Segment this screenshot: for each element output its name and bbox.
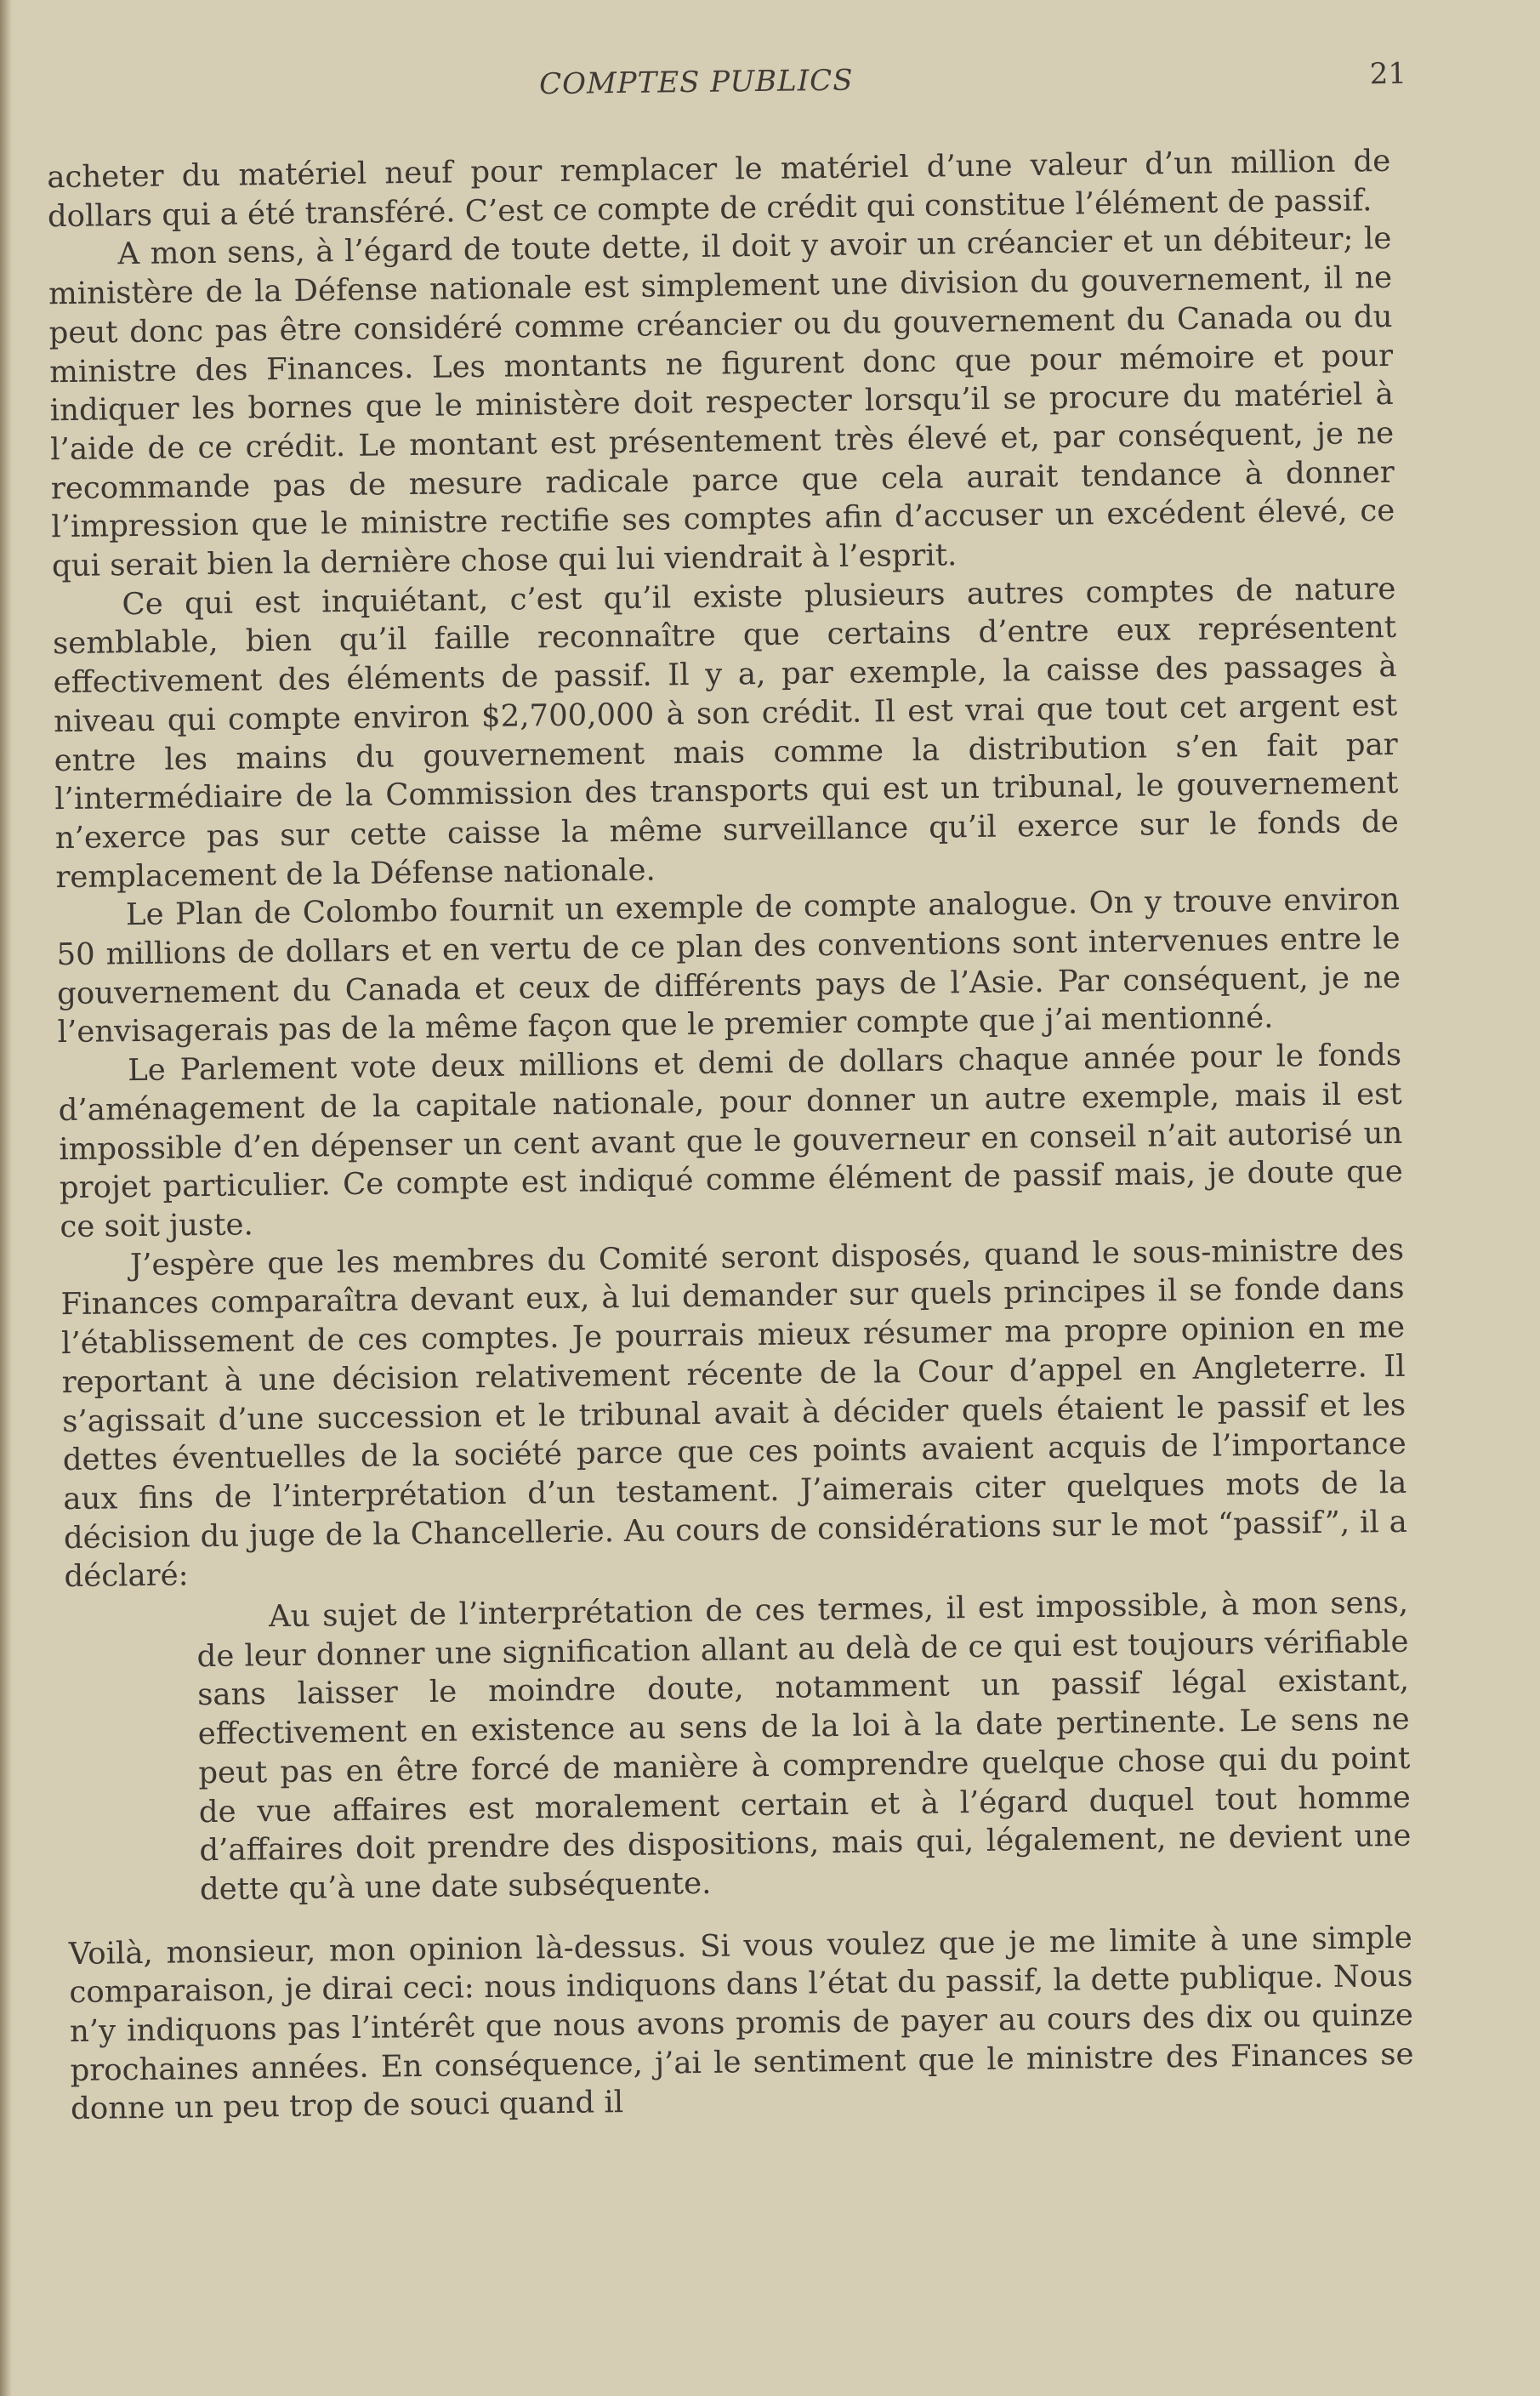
page-header	[46, 57, 1407, 125]
block-quote: Au sujet de l’interprétation de ces termes, il est impossible, à mon sens, de leur donner une signification allant au delà de ce qui est toujours vérifiable sans laisser le moindre doute, notamment un passif légal existant, effectivement en existence au sens de la loi à la date pertinente. Le sens ne peut pas en être forcé de manière à comprendre quelque chose qui du point de vue affaires est moralement certain et à l’égard duquel tout homme d’affaires doit prendre des dispositions, mais qui, légalement, ne devient une dette qu’à une date subséquente.	[196, 1585, 1412, 1908]
paragraph-4: Le Plan de Colombo fournit un exemple de compte analogue. On y trouve environ 50 millions de dollars et en vertu de ce plan des conventions sont intervenues entre le gouvernement du Canada et ceux de différents pays de l’Asie. Par conséquent, je ne l’envisagerais pas de la même façon que le premier compte que j’ai mentionné.	[56, 882, 1401, 1050]
page-number: 21	[1369, 56, 1407, 92]
paragraph-3: Ce qui est inquiétant, c’est qu’il existe plusieurs autres comptes de nature semblable, bien qu’il faille reconnaître que certains d’entre eux représentent effectivement des éléments de passif. Il y a, par exemple, la caisse des passages à niveau qui compte environ $2,700,000 à son crédit. Il est vrai que tout cet argent est entre les mains du gouvernement mais comme la distribution s’en fait par l’intermédiaire de la Commission des transports qui est un tribunal, le gouvernement n’exerce pas sur cette caisse la même surveillance qu’il exerce sur le fonds de remplacement de la Défense nationale.	[52, 571, 1400, 895]
body-text	[47, 142, 1414, 2129]
paragraph-6: J’espère que les membres du Comité seront disposés, quand le sous-ministre des Finances comparaîtra devant eux, à lui demander sur quels principes il se fonde dans l’établissement de ces comptes. Je pourrais mieux résumer ma propre opinion en me reportant à une décision relativement récente de la Cour d’appel en Angleterre. Il s’agissait d’une succession et le tribunal avait à décider quels étaient le passif et les dettes éventuelles de la société parce que ces points avaient acquis de l’importance aux fins de l’interprétation d’un testament. J’aimerais citer quelques mots de la décision du juge de la Chancellerie. Au cours de considérations sur le mot “passif”, il a déclaré:	[60, 1232, 1408, 1595]
running-head: COMPTES PUBLICS	[538, 63, 854, 102]
paragraph-5: Le Parlement vote deux millions et demi de dollars chaque année pour le fonds d’aménagement de la capitale nationale, pour donner un autre exemple, mais il est impossible d’en dépenser un cent avant que le gouverneur en conseil n’ait autorisé un projet particulier. Ce compte est indiqué comme élément de passif mais, je doute que ce soit juste.	[58, 1038, 1404, 1245]
closing-paragraph: Voilà, monsieur, mon opinion là-dessus. Si vous voulez que je me limite à une simple comparaison, je dirai ceci: nous indiquons dans l’état du passif, la dette publique. Nous n’y indiquons pas l’intérêt que nous avons promis de payer au cours des dix ou quinze prochaines années. En conséquence, j’ai le sentiment que le ministre des Finances se donne un peu trop de souci quand il	[68, 1920, 1414, 2127]
paragraph-1: acheter du matériel neuf pour remplacer le matériel d’une valeur d’un million de dollars qui a été transféré. C’est ce compte de crédit qui constitue l’élément de passif.	[47, 143, 1391, 234]
paragraph-2: A mon sens, à l’égard de toute dette, il doit y avoir un créancier et un débiteur; le ministère de la Défense nationale est simplement une division du gouvernement, il ne peut donc pas être considéré comme créancier ou du gouvernement du Canada ou du ministre des Finances. Les montants ne figurent donc que pour mémoire et pour indiquer les bornes que le ministère doit respecter lorsqu’il se procure du matériel à l’aide de ce crédit. Le montant est présentement très élevé et, par conséquent, je ne recommande pas de mesure radicale parce que cela aurait tendance à donner l’impression que le ministre rectifie ses comptes afin d’accuser un excédent élevé, ce qui serait bien la dernière chose qui lui viendrait à l’esprit.	[48, 221, 1395, 584]
